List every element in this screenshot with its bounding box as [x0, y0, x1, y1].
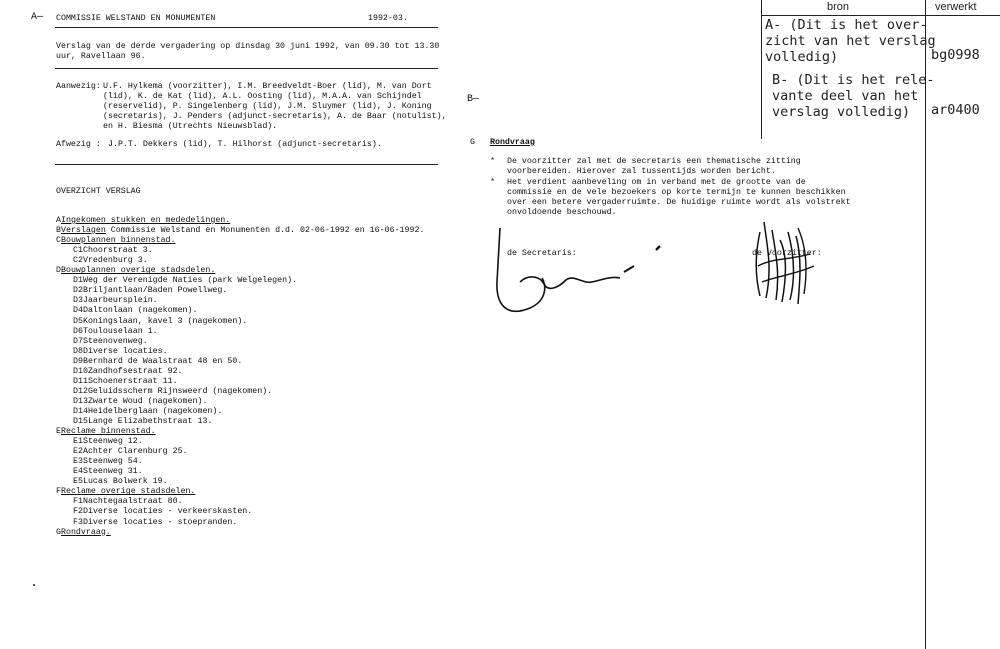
entry-b-line: vante deel van het [772, 88, 919, 104]
overview-item-code: E1 [73, 437, 83, 447]
overview-item-text: Nachtegaalstraat 80. [82, 497, 183, 507]
overview-item [73, 397, 207, 407]
overview-item-code: E4 [73, 467, 83, 477]
overview-item-text: Reclame binnenstad. [60, 427, 156, 437]
point-line: onvoldoende beschouwd. [507, 208, 617, 217]
marker-b: B— [467, 94, 480, 105]
overview-item-text: Weg der Verenigde Naties (park Welgelegen). [82, 276, 298, 286]
document-reference: 1992-03. [368, 14, 408, 23]
overview-item [73, 327, 158, 337]
overview-item-code: D14 [73, 406, 88, 416]
point-line: Het verdient aanbeveling om in verband met de grootte van de [507, 178, 806, 187]
report-title-line-1: Verslag van de derde vergadering op dinsdag 30 juni 1992, van 09.30 tot 13.30 [56, 42, 440, 51]
overview-item [73, 457, 143, 467]
overview-item-text: Lange Elizabethstraat 13. [87, 417, 213, 426]
overview-item-code: D15 [73, 417, 88, 426]
overview-item-code: D7 [73, 336, 83, 346]
overview-item [73, 417, 212, 427]
overview-item-text: Zwarte Woud (nagekomen). [87, 396, 208, 406]
overview-item-code: D6 [73, 326, 83, 336]
overview-item-code: D3 [73, 296, 83, 306]
overview-item-code: D1 [73, 276, 83, 286]
overview-item-code: D13 [73, 396, 88, 406]
overview-item-text: Achter Clarenburg 25. [82, 447, 188, 457]
point-line: De voorzitter zal met de secretaris een thematische zitting [507, 157, 801, 166]
overview-item [73, 447, 188, 457]
overview-item-text: Lucas Bolwerk 19. [82, 477, 168, 487]
attendance-divider [55, 164, 438, 165]
overview-item [73, 246, 153, 256]
overview-item-code: C1 [73, 246, 83, 256]
overview-item [56, 528, 111, 538]
entry-a-line: volledig) [765, 49, 839, 65]
overview-item-code: F1 [73, 497, 83, 507]
entry-a-code: bg0998 [931, 47, 980, 63]
overview-item-detail: Commissie Welstand en Monumenten d.d. 02-06-1992 en 16-06-1992. [105, 226, 425, 236]
overview-item-code: F [56, 487, 61, 497]
overview-item [73, 387, 272, 397]
entry-a-line: A- (Dit is het over- [765, 17, 928, 33]
bullet-icon: * [490, 178, 495, 187]
overview-item-text: Bernhard de Waalstraat 48 en 50. [82, 356, 243, 366]
overview-item [56, 266, 215, 276]
overview-item [73, 337, 148, 347]
point-line: commissie en de vele bezoekers op korte termijn te kunnen beschikken [507, 188, 846, 197]
overview-item [73, 286, 227, 296]
overview-item [73, 467, 143, 477]
document-org-title: COMMISSIE WELSTAND EN MONUMENTEN [56, 14, 216, 23]
entry-b-code: ar0400 [931, 102, 980, 118]
overview-item-code: D2 [73, 286, 83, 296]
overview-item [56, 487, 195, 497]
present-label: Aanwezig: [56, 82, 101, 91]
overview-item-code: A [56, 216, 61, 225]
overview-item-code: D [56, 266, 61, 276]
overview-item-text: Koningslaan, kavel 3 (nagekomen). [82, 316, 248, 326]
sidebar-entry-b [772, 72, 935, 120]
overview-item-text: Toulouselaan 1. [82, 326, 158, 336]
secretary-label: de Secretaris: [507, 249, 577, 258]
overview-item-text: Reclame overige stadsdelen. [60, 487, 196, 497]
overview-item [56, 236, 176, 246]
overview-item-code: D4 [73, 306, 83, 316]
entry-a-line: zicht van het verslag [765, 33, 936, 49]
overview-item-code: C2 [73, 256, 83, 266]
overview-item [56, 216, 230, 226]
overview-item [73, 518, 237, 528]
overview-item-code: D8 [73, 346, 83, 356]
column-header-verwerkt: verwerkt [935, 1, 977, 13]
rondvraag-point-1 [507, 157, 801, 177]
overview-item-text: Ingekomen stukken en mededelingen. [60, 216, 231, 225]
overview-item [73, 407, 222, 417]
overview-item-text: Verslagen [60, 226, 106, 236]
overview-item [73, 306, 198, 316]
overview-item [56, 226, 424, 236]
overview-item-code: E2 [73, 447, 83, 457]
overview-item [73, 437, 143, 447]
overview-item-text: Steenovenweg. [82, 336, 148, 346]
overview-item [73, 497, 183, 507]
overview-item [73, 477, 168, 487]
overview-item [73, 377, 178, 387]
overview-item [56, 427, 156, 437]
overview-item-text: Steenweg 54. [82, 457, 143, 467]
overview-item-text: Briljantlaan/Baden Powellweg. [82, 286, 228, 296]
entry-b-line: verslag volledig) [772, 104, 911, 120]
overview-item-code: G [56, 527, 61, 537]
overview-item-code: D10 [73, 366, 88, 376]
overview-item-code: E5 [73, 477, 83, 487]
overview-item [73, 507, 252, 517]
sidebar-entry-a [765, 17, 936, 65]
present-line: en H. Biesma (Utrechts Nieuwsblad). [103, 122, 278, 131]
marker-a: A— [31, 12, 44, 23]
overview-item [73, 357, 242, 367]
overview-item-text: Vredenburg 3. [82, 256, 148, 266]
overview-item-text: Choorstraat 3. [82, 246, 153, 256]
scan-speck [33, 584, 35, 586]
overview-item [73, 296, 158, 306]
absent-label: Afwezig : [56, 140, 101, 149]
overview-item-text: Rondvraag. [60, 527, 111, 537]
overview-item-text: Daltonlaan (nagekomen). [82, 306, 198, 316]
overview-item-text: Heidelberglaan (nagekomen). [87, 406, 223, 416]
overview-item [73, 347, 168, 357]
chair-signature [738, 210, 828, 310]
column-header-bron: bron [827, 1, 850, 13]
overview-item [73, 317, 247, 327]
secretary-signature [484, 222, 664, 322]
overview-item-text: Bouwplannen binnenstad. [60, 236, 176, 246]
rondvraag-title: Rondvraag [490, 138, 535, 147]
overview-item-text: Schoenerstraat 11. [87, 376, 178, 386]
overview-item-text: Steenweg 31. [82, 467, 143, 477]
present-line: (reservelid), P. Singelenberg (lid), J.M. Sluymer (lid), J. Koning [103, 102, 432, 111]
overview-item-text: Steenweg 12. [82, 437, 143, 447]
overview-item-text: Bouwplannen overige stadsdelen. [60, 266, 216, 276]
overview-item-code: F3 [73, 517, 83, 527]
rondvraag-code: G [470, 138, 475, 147]
overview-item [73, 367, 183, 377]
header-divider [55, 27, 438, 28]
overview-item-text: Zandhofsestraat 92. [87, 366, 183, 376]
present-list [103, 82, 447, 132]
overview-item-text: Diverse locaties - verkeerskasten. [82, 507, 253, 517]
present-line: U.F. Hylkema (voorzitter), I.M. Breedveldt-Boer (lid), M. van Dort [103, 82, 432, 91]
overview-item-code: D12 [73, 386, 88, 396]
report-divider [55, 68, 438, 69]
overview-item-text: Diverse locaties. [82, 346, 168, 356]
overview-item [73, 276, 297, 286]
bullet-icon: * [490, 157, 495, 166]
overview-item-text: Diverse locaties - stoepranden. [82, 517, 238, 527]
chair-label: de Voorzitter: [752, 249, 822, 258]
present-line: (lid), K. de Kat (lid), A.L. Oosting (lid), M.A.A. van Schijndel [103, 92, 422, 101]
overview-item-code: F2 [73, 507, 83, 517]
report-title-line-2: uur, Ravellaan 96. [56, 52, 146, 61]
overview-item-code: D5 [73, 316, 83, 326]
overview-item-code: D9 [73, 356, 83, 366]
point-line: voorbereiden. Hierover zal tussentijds worden bericht. [507, 167, 776, 176]
overview-item-code: D11 [73, 376, 88, 386]
sidebar-left-border [761, 0, 762, 139]
sidebar-header-divider [761, 15, 1000, 16]
present-line: (secretaris), J. Penders (adjunct-secretaris), A. de Baar (notulist), [103, 112, 447, 121]
entry-b-line: B- (Dit is het rele- [772, 72, 935, 88]
overview-item-text: Geluidsscherm Rijnsweerd (nagekomen). [87, 386, 273, 396]
point-line: over een betere vergaderruimte. De huidige ruimte wordt als volstrekt [507, 198, 851, 207]
overview-item-code: E3 [73, 457, 83, 467]
overview-item-code: C [56, 236, 61, 246]
absent-text: J.P.T. Dekkers (lid), T. Hilhorst (adjunct-secretaris). [108, 140, 382, 149]
overview-item-code: B [56, 226, 61, 236]
overview-item-text: Jaarbeursplein. [82, 296, 158, 306]
overview-title: OVERZICHT VERSLAG [56, 187, 141, 196]
overview-item [73, 256, 148, 266]
overview-item-code: E [56, 427, 61, 437]
